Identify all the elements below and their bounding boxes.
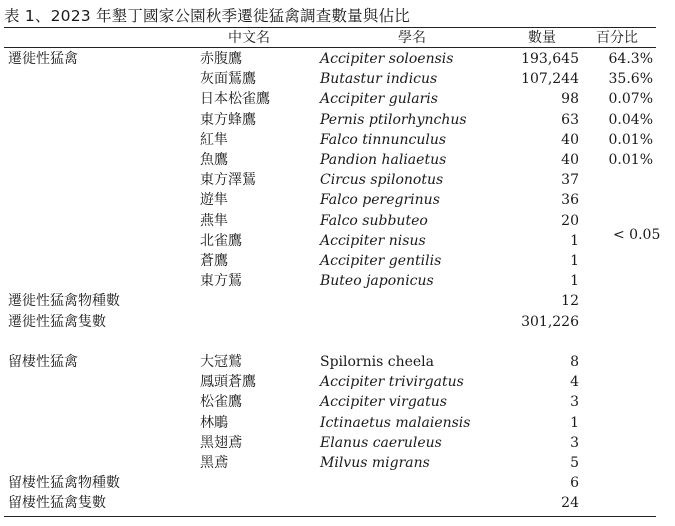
group-label: 遷徙性猛禽 <box>8 51 78 67</box>
table-row <box>0 110 675 130</box>
chinese-name-cell: 遊隼 <box>200 192 228 209</box>
scientific-name-cell: Accipiter gentilis <box>320 253 442 269</box>
chinese-name-cell: 魚鷹 <box>200 152 228 168</box>
scientific-name-cell: Ictinaetus malaiensis <box>320 414 471 431</box>
scientific-name-cell: Spilornis cheela <box>320 354 435 370</box>
count-cell: 40 <box>561 152 579 168</box>
chinese-name-cell: 赤腹鷹 <box>200 51 242 67</box>
chinese-name-cell: 東方澤鵟 <box>200 172 256 189</box>
header-row <box>0 28 675 48</box>
table-row <box>0 271 675 291</box>
count-cell: 36 <box>561 192 579 209</box>
count-cell: 8 <box>570 354 579 370</box>
species-count-label: 遷徙性猛禽物種數 <box>8 293 120 310</box>
total-count-value: 24 <box>561 495 579 512</box>
species-count-value: 12 <box>561 293 579 310</box>
scientific-name-cell: Milvus migrans <box>320 455 430 471</box>
table-row <box>0 150 675 170</box>
count-cell: 98 <box>561 91 579 108</box>
merged-percent-cell: < 0.05 <box>613 227 661 243</box>
table-row <box>0 231 675 251</box>
scientific-name-cell: Buteo japonicus <box>320 273 434 290</box>
chinese-name-cell: 松雀鷹 <box>200 394 242 411</box>
percent-cell: 0.01% <box>608 152 653 168</box>
header-rule <box>4 47 656 48</box>
chinese-name-cell: 燕隼 <box>200 212 228 229</box>
scientific-name-cell: Butastur indicus <box>320 71 438 88</box>
summary-row <box>0 291 675 311</box>
bottom-rule <box>4 516 656 517</box>
percent-cell: 0.01% <box>608 131 653 148</box>
table-row <box>0 170 675 190</box>
table-title: 表 1、2023 年墾丁國家公園秋季遷徙猛禽調查數量與佔比 <box>4 7 410 25</box>
count-cell: 1 <box>570 232 579 249</box>
table-row <box>0 211 675 231</box>
scientific-name-cell: Falco subbuteo <box>320 212 428 229</box>
scientific-name-cell: Falco tinnunculus <box>320 131 447 148</box>
chinese-name-cell: 灰面鵟鷹 <box>200 71 256 88</box>
count-cell: 1 <box>570 414 579 431</box>
table-row <box>0 251 675 271</box>
summary-row <box>0 493 675 513</box>
count-cell: 37 <box>561 172 579 189</box>
scientific-name-cell: Pandion haliaetus <box>320 152 447 168</box>
scientific-name-cell: Accipiter soloensis <box>320 51 454 67</box>
species-count-value: 6 <box>570 475 579 492</box>
count-cell: 20 <box>561 212 579 229</box>
table-row <box>0 453 675 473</box>
table-row <box>0 130 675 150</box>
chinese-name-cell: 東方蜂鷹 <box>200 111 256 128</box>
header-chinese-name: 中文名 <box>228 30 270 46</box>
chinese-name-cell: 東方鵟 <box>200 273 242 290</box>
count-cell: 193,645 <box>521 51 579 67</box>
chinese-name-cell: 北雀鷹 <box>200 232 242 249</box>
table-row <box>0 190 675 210</box>
percent-cell: 35.6% <box>608 71 653 88</box>
chinese-name-cell: 紅隼 <box>200 131 228 148</box>
chinese-name-cell: 大冠鷲 <box>200 354 242 370</box>
header-scientific-name: 學名 <box>398 30 426 46</box>
table-row <box>0 413 675 433</box>
table-row <box>0 372 675 392</box>
count-cell: 107,244 <box>521 71 579 88</box>
percent-cell: 64.3% <box>608 51 653 67</box>
scientific-name-cell: Accipiter gularis <box>320 91 438 108</box>
chinese-name-cell: 黑翅鳶 <box>200 434 242 451</box>
table-row <box>0 392 675 412</box>
scientific-name-cell: Circus spilonotus <box>320 172 444 189</box>
total-count-value: 301,226 <box>521 313 579 330</box>
scientific-name-cell: Pernis ptilorhynchus <box>320 111 467 128</box>
total-count-label: 遷徙性猛禽隻數 <box>8 313 106 330</box>
count-cell: 40 <box>561 131 579 148</box>
chinese-name-cell: 黑鳶 <box>200 455 228 471</box>
scientific-name-cell: Accipiter trivirgatus <box>320 374 464 391</box>
count-cell: 4 <box>570 374 579 391</box>
summary-row <box>0 312 675 332</box>
chinese-name-cell: 鳳頭蒼鷹 <box>200 374 256 391</box>
table-row <box>0 49 675 69</box>
scientific-name-cell: Falco peregrinus <box>320 192 440 209</box>
count-cell: 3 <box>570 434 579 451</box>
count-cell: 3 <box>570 394 579 411</box>
chinese-name-cell: 日本松雀鷹 <box>200 91 270 108</box>
header-count: 數量 <box>528 30 556 46</box>
count-cell: 1 <box>570 273 579 290</box>
table-row <box>0 69 675 89</box>
scientific-name-cell: Elanus caeruleus <box>320 434 442 451</box>
group-label: 留棲性猛禽 <box>8 354 78 370</box>
chinese-name-cell: 林鵰 <box>200 414 228 431</box>
table-row <box>0 89 675 109</box>
count-cell: 5 <box>570 455 579 471</box>
count-cell: 63 <box>561 111 579 128</box>
total-count-label: 留棲性猛禽隻數 <box>8 495 106 512</box>
summary-row <box>0 473 675 493</box>
species-count-label: 留棲性猛禽物種數 <box>8 475 120 492</box>
scientific-name-cell: Accipiter nisus <box>320 232 426 249</box>
percent-cell: 0.07% <box>608 91 653 108</box>
chinese-name-cell: 蒼鷹 <box>200 253 228 269</box>
scientific-name-cell: Accipiter virgatus <box>320 394 447 411</box>
percent-cell: 0.04% <box>608 111 653 128</box>
table-row <box>0 352 675 372</box>
header-percent: 百分比 <box>596 30 638 46</box>
table-row <box>0 433 675 453</box>
count-cell: 1 <box>570 253 579 269</box>
